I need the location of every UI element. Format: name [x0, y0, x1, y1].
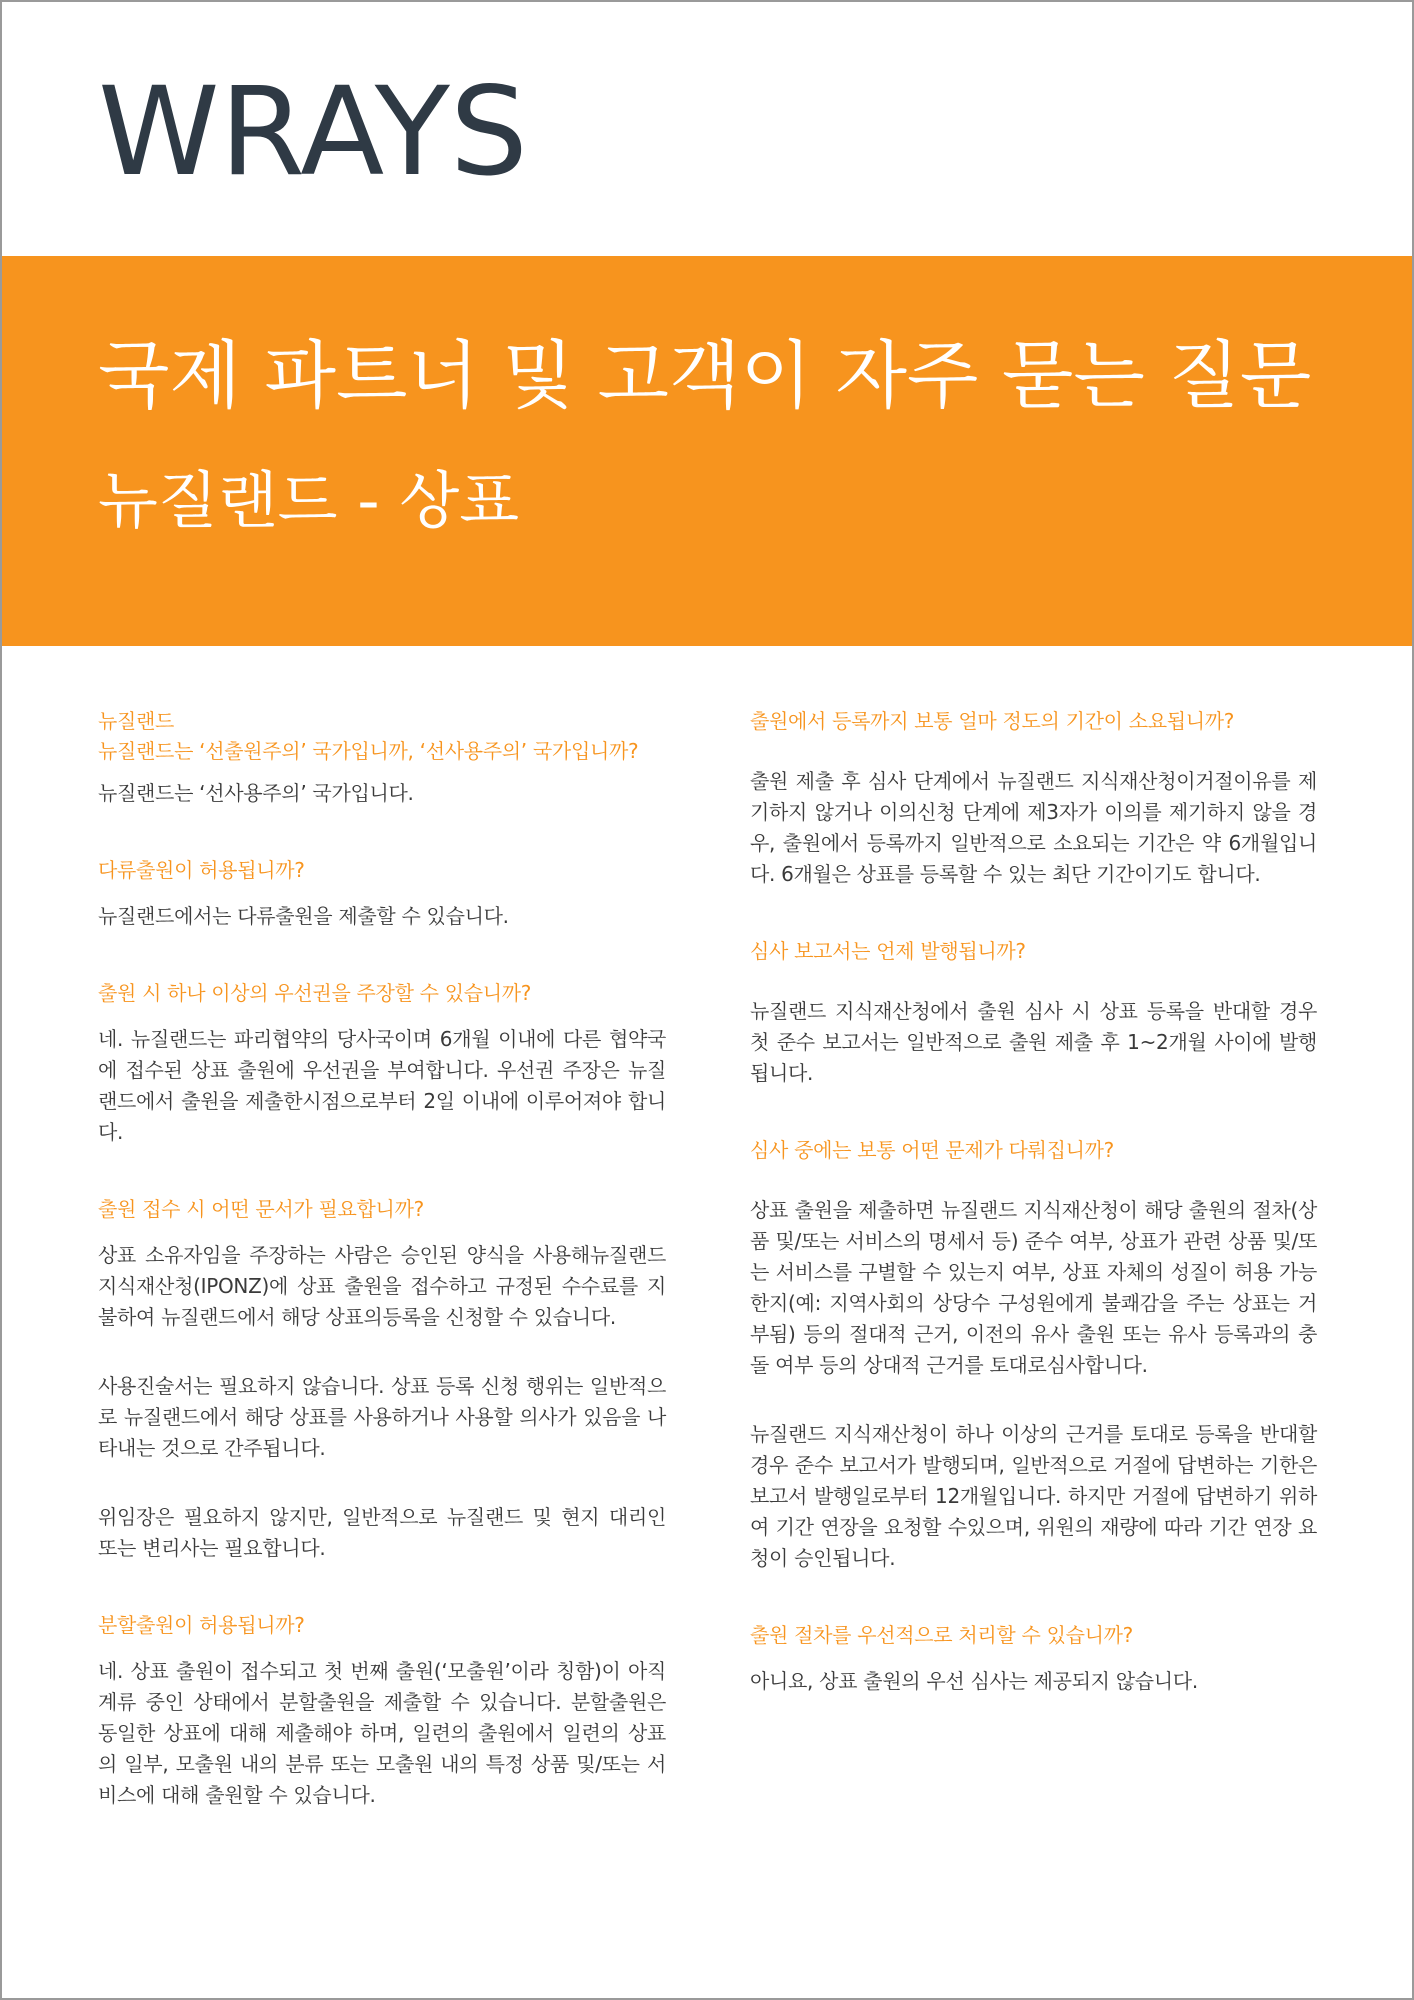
faq-answer: 출원 제출 후 심사 단계에서 뉴질랜드 지식재산청이거절이유를 제기하지 않거나 이의신청 단계에 제3자가 이의를 제기하지 않을 경우, 출원에서 등록까지 일반적으로 소요되는 기간은 약 6개월입니다. 6개월은 상표를 등록할 수 있는 최단 기간이기도 합니다.	[750, 769, 1317, 886]
faq-answer: 네. 상표 출원이 접수되고 첫 번째 출원(‘모출원’이라 칭함)이 아직 계류 중인 상태에서 분할출원을 제출할 수 있습니다. 분할출원은 동일한 상표에 대해 제출해야 하며, 일련의 출원에서 일련의 상표의 일부, 모출원 내의 분류 또는 모출원 내의 특정 상품 및/또는 서비스에 대해 출원할 수 있습니다.	[98, 1659, 666, 1807]
faq-question: 분할출원이 허용됩니까?	[98, 1613, 305, 1637]
faq-answer: 뉴질랜드는 ‘선사용주의’ 국가입니다.	[98, 781, 414, 805]
faq-answer: 뉴질랜드 지식재산청이 하나 이상의 근거를 토대로 등록을 반대할 경우 준수 보고서가 발행되며, 일반적으로 거절에 답변하는 기한은 보고서 발행일로부터 12개월입니다. 하지만 거절에 답변하기 위하여 기간 연장을 요청할 수있으며, 위원의 재량에 따라 기간 연장 요청이 승인됩니다.	[750, 1422, 1317, 1570]
faq-answer: 상표 출원을 제출하면 뉴질랜드 지식재산청이 해당 출원의 절차(상품 및/또는 서비스의 명세서 등) 준수 여부, 상표가 관련 상품 및/또는 서비스를 구별할 수 있는지 여부, 상표 자체의 성질이 허용 가능한지(예: 지역사회의 상당수 구성원에게 불쾌감을 주는 상표는 거부됨) 등의 절대적 근거, 이전의 유사 출원 또는 유사 등록과의 충돌 여부 등의 상대적 근거를 토대로심사합니다.	[750, 1198, 1317, 1377]
faq-question: 출원 절차를 우선적으로 처리할 수 있습니까?	[750, 1623, 1133, 1647]
faq-answer: 뉴질랜드에서는 다류출원을 제출할 수 있습니다.	[98, 904, 509, 928]
wrays-logo	[98, 80, 530, 186]
faq-question	[98, 706, 666, 766]
svg-text:WRAYS: WRAYS	[98, 80, 528, 186]
title-banner	[2, 256, 1412, 646]
faq-answer: 위임장은 필요하지 않지만, 일반적으로 뉴질랜드 및 현지 대리인 또는 변리사는 필요합니다.	[98, 1505, 666, 1560]
faq-answer: 아니요, 상표 출원의 우선 심사는 제공되지 않습니다.	[750, 1669, 1198, 1693]
faq-question: 출원 접수 시 어떤 문서가 필요합니까?	[98, 1197, 424, 1221]
faq-answer: 사용진술서는 필요하지 않습니다. 상표 등록 신청 행위는 일반적으로 뉴질랜드에서 해당 상표를 사용하거나 사용할 의사가 있음을 나타내는 것으로 간주됩니다.	[98, 1374, 666, 1460]
faq-question: 다류출원이 허용됩니까?	[98, 858, 305, 882]
page-title: 국제 파트너 및 고객이 자주 묻는 질문	[98, 333, 1312, 419]
faq-question: 심사 중에는 보통 어떤 문제가 다뤄집니까?	[750, 1138, 1114, 1162]
question-text: 뉴질랜드는 ‘선출원주의’ 국가입니까, ‘선사용주의’ 국가입니까?	[98, 739, 639, 763]
faq-answer: 네. 뉴질랜드는 파리협약의 당사국이며 6개월 이내에 다른 협약국에 접수된 상표 출원에 우선권을 부여합니다. 우선권 주장은 뉴질랜드에서 출원을 제출한시점으로부터 2일 이내에 이루어져야 합니다.	[98, 1027, 666, 1144]
faq-question: 심사 보고서는 언제 발행됩니까?	[750, 939, 1026, 963]
faq-question: 출원에서 등록까지 보통 얼마 정도의 기간이 소요됩니까?	[750, 709, 1235, 733]
faq-answer: 뉴질랜드 지식재산청에서 출원 심사 시 상표 등록을 반대할 경우 첫 준수 보고서는 일반적으로 출원 제출 후 1~2개월 사이에 발행됩니다.	[750, 999, 1317, 1085]
page-subtitle: 뉴질랜드 - 상표	[98, 464, 520, 537]
faq-answer: 상표 소유자임을 주장하는 사람은 승인된 양식을 사용해뉴질랜드 지식재산청(IPONZ)에 상표 출원을 접수하고 규정된 수수료를 지불하여 뉴질랜드에서 해당 상표의등록을 신청할 수 있습니다.	[98, 1243, 666, 1329]
right-column	[750, 706, 1317, 1735]
faq-question: 출원 시 하나 이상의 우선권을 주장할 수 있습니까?	[98, 981, 532, 1005]
country-heading: 뉴질랜드	[98, 709, 175, 733]
left-column	[98, 706, 666, 1849]
